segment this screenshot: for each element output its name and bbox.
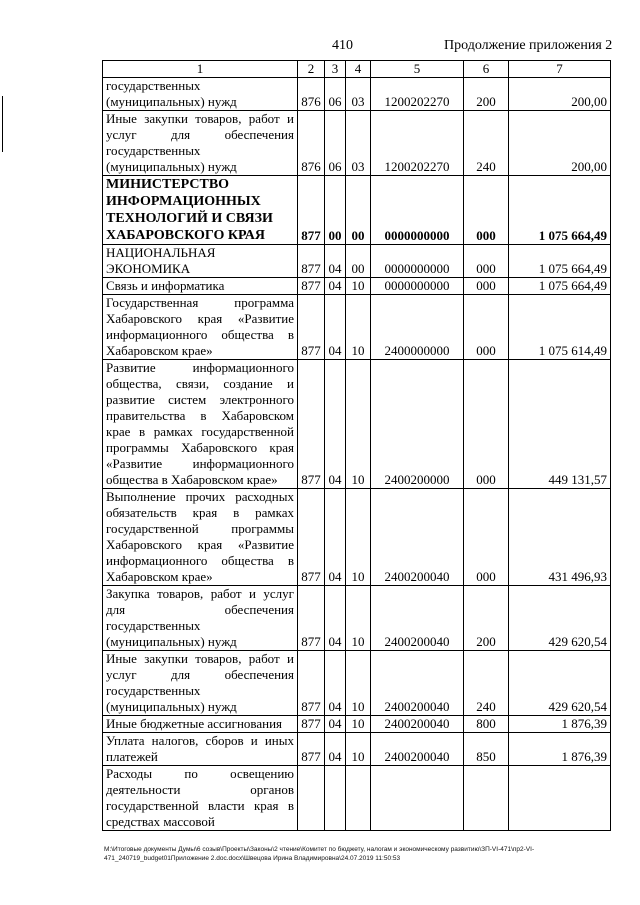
column-number: 6 [464,61,509,78]
column-number: 1 [103,61,298,78]
target-article-cell: 2400200040 [371,651,464,716]
amount-cell: 449 131,57 [509,360,611,489]
target-article-cell [371,766,464,831]
subsection-code-cell: 10 [346,278,371,295]
section-code-cell: 00 [325,176,346,245]
amount-cell: 1 075 664,49 [509,176,611,245]
expense-type-cell: 800 [464,716,509,733]
row-name-cell: Государственная программа Хабаровского края «Развитие информационного общества в Хабаровском крае» [103,295,298,360]
ministry-code-cell: 876 [298,78,325,111]
row-name-cell: Связь и информатика [103,278,298,295]
section-code-cell: 04 [325,716,346,733]
ministry-code-cell: 877 [298,176,325,245]
target-article-cell: 2400200040 [371,489,464,586]
ministry-code-cell: 877 [298,278,325,295]
column-number-row [103,61,611,78]
table-row [103,586,611,651]
amount-cell: 429 620,54 [509,586,611,651]
column-number: 7 [509,61,611,78]
amount-cell: 431 496,93 [509,489,611,586]
row-name-cell: государственных (муниципальных) нужд [103,78,298,111]
ministry-code-cell: 876 [298,111,325,176]
subsection-code-cell: 00 [346,245,371,278]
target-article-cell: 0000000000 [371,176,464,245]
expense-type-cell: 240 [464,651,509,716]
amount-cell [509,766,611,831]
expense-type-cell: 240 [464,111,509,176]
row-name-cell: Иные закупки товаров, работ и услуг для обеспечения государственных (муниципальных) нужд [103,651,298,716]
table-row [103,176,611,245]
subsection-code-cell: 10 [346,295,371,360]
target-article-cell: 0000000000 [371,245,464,278]
expense-type-cell: 850 [464,733,509,766]
subsection-code-cell: 10 [346,716,371,733]
column-number: 5 [371,61,464,78]
amount-cell: 200,00 [509,78,611,111]
amount-cell: 1 075 664,49 [509,245,611,278]
row-name-cell: НАЦИОНАЛЬНАЯ ЭКОНОМИКА [103,245,298,278]
row-name-cell: Иные бюджетные ассигнования [103,716,298,733]
ministry-code-cell: 877 [298,586,325,651]
amount-cell: 1 075 664,49 [509,278,611,295]
expense-type-cell: 200 [464,78,509,111]
expense-type-cell: 000 [464,295,509,360]
target-article-cell: 0000000000 [371,278,464,295]
continuation-label: Продолжение приложения 2 [444,38,613,53]
target-article-cell: 2400200040 [371,716,464,733]
row-name-cell: Расходы по освещению деятельности органов государственной власти края в средствах массовой [103,766,298,831]
subsection-code-cell: 03 [346,78,371,111]
table-row [103,78,611,111]
section-code-cell: 06 [325,78,346,111]
section-code-cell: 04 [325,489,346,586]
column-number: 2 [298,61,325,78]
ministry-code-cell: 877 [298,651,325,716]
expense-type-cell: 000 [464,278,509,295]
ministry-code-cell [298,766,325,831]
table-row [103,733,611,766]
target-article-cell: 2400200040 [371,733,464,766]
table-row [103,245,611,278]
row-name-cell: МИНИСТЕРСТВО ИНФОРМАЦИОННЫХ ТЕХНОЛОГИЙ И СВЯЗИ ХАБАРОВСКОГО КРАЯ [103,176,298,245]
ministry-code-cell: 877 [298,245,325,278]
column-number: 3 [325,61,346,78]
subsection-code-cell: 00 [346,176,371,245]
target-article-cell: 1200202270 [371,111,464,176]
ministry-code-cell: 877 [298,360,325,489]
section-code-cell: 04 [325,360,346,489]
expense-type-cell: 000 [464,176,509,245]
table-body [103,61,611,831]
subsection-code-cell: 10 [346,360,371,489]
expense-type-cell: 000 [464,360,509,489]
section-code-cell [325,766,346,831]
table-row [103,360,611,489]
section-code-cell: 04 [325,733,346,766]
row-name-cell: Иные закупки товаров, работ и услуг для обеспечения государственных (муниципальных) нужд [103,111,298,176]
ministry-code-cell: 877 [298,733,325,766]
section-code-cell: 04 [325,278,346,295]
subsection-code-cell: 10 [346,586,371,651]
row-name-cell: Уплата налогов, сборов и иных платежей [103,733,298,766]
table-row [103,766,611,831]
subsection-code-cell: 10 [346,489,371,586]
target-article-cell: 2400200000 [371,360,464,489]
table-row [103,111,611,176]
section-code-cell: 04 [325,295,346,360]
expense-type-cell: 200 [464,586,509,651]
subsection-code-cell: 10 [346,651,371,716]
subsection-code-cell: 10 [346,733,371,766]
page-number: 410 [332,38,353,53]
budget-table [102,60,611,831]
ministry-code-cell: 877 [298,489,325,586]
amount-cell: 1 075 614,49 [509,295,611,360]
target-article-cell: 2400000000 [371,295,464,360]
amount-cell: 200,00 [509,111,611,176]
section-code-cell: 04 [325,586,346,651]
ministry-code-cell: 877 [298,295,325,360]
section-code-cell: 04 [325,651,346,716]
table-row [103,489,611,586]
table-row [103,651,611,716]
amount-cell: 429 620,54 [509,651,611,716]
row-name-cell: Выполнение прочих расходных обязательств края в рамках государственной программы Хабаровского края «Развитие информационного общества в Хабаровском крае» [103,489,298,586]
expense-type-cell: 000 [464,245,509,278]
table-row [103,716,611,733]
table-row [103,278,611,295]
margin-line [2,96,3,152]
target-article-cell: 1200202270 [371,78,464,111]
section-code-cell: 04 [325,245,346,278]
expense-type-cell: 000 [464,489,509,586]
column-number: 4 [346,61,371,78]
subsection-code-cell: 03 [346,111,371,176]
section-code-cell: 06 [325,111,346,176]
amount-cell: 1 876,39 [509,733,611,766]
row-name-cell: Развитие информационного общества, связи, создание и развитие систем электронного правительства в Хабаровском крае в рамках государственной программы Хабаровского края «Развитие информационного общества в Хабаровском крае» [103,360,298,489]
target-article-cell: 2400200040 [371,586,464,651]
ministry-code-cell: 877 [298,716,325,733]
expense-type-cell [464,766,509,831]
row-name-cell: Закупка товаров, работ и услуг для обеспечения государственных (муниципальных) нужд [103,586,298,651]
footer-file-path: М:\Итоговые документы Думы\6 созыв\Проекты\Законы\2 чтение\Комитет по бюджету, налогам и экономическому развитию\ЗП-VI-471\пр2-VI-471_240719_budget01Приложение 2.doc.docx\Швецова Ирина Владимировна\24.07.2019 11:50:53 [104,846,535,862]
amount-cell: 1 876,39 [509,716,611,733]
subsection-code-cell [346,766,371,831]
table-row [103,295,611,360]
